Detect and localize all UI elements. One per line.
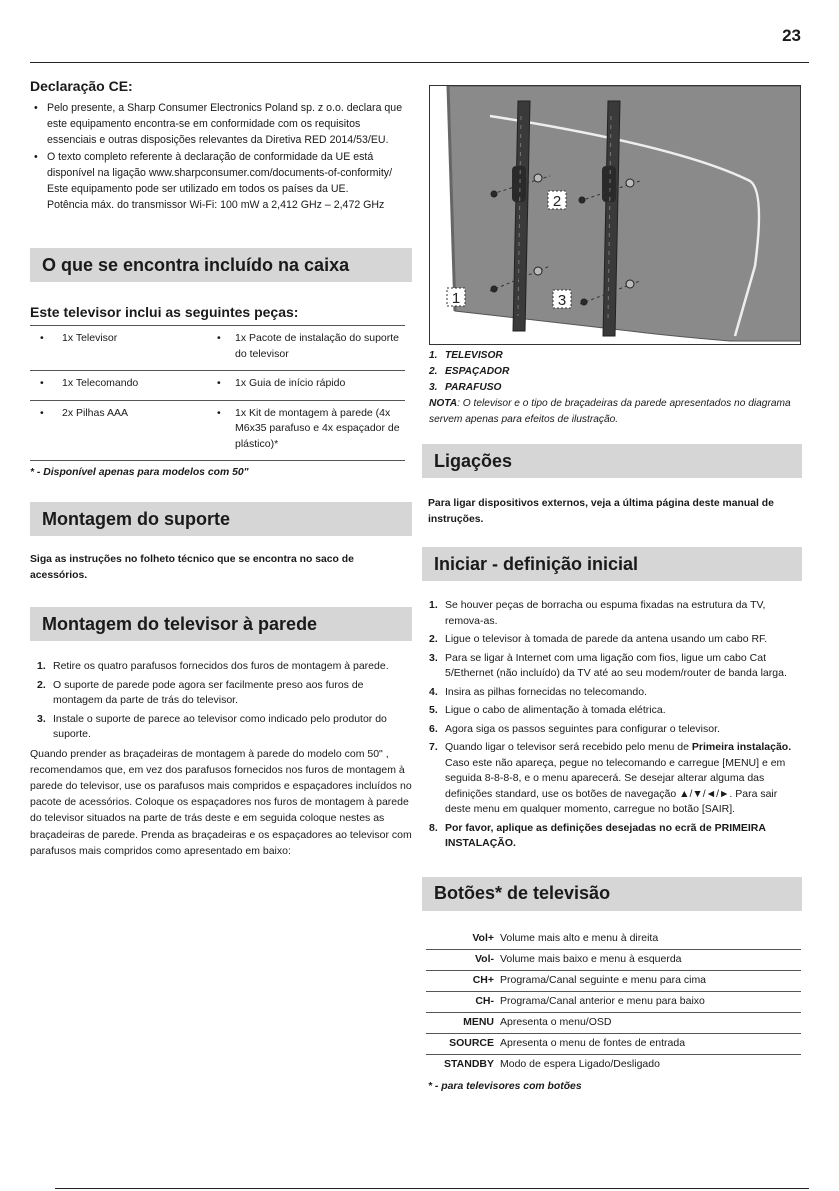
callout-1: 1 xyxy=(451,290,461,307)
bullet: • xyxy=(217,332,221,344)
section-title-buttons: Botões* de televisão xyxy=(422,877,802,911)
bullet: • xyxy=(40,406,44,419)
page-number: 23 xyxy=(782,26,801,45)
legend-item: 3. PARAFUSO xyxy=(429,382,502,393)
table-row xyxy=(30,326,405,371)
right-column xyxy=(422,444,802,1092)
bullet: • xyxy=(217,406,221,419)
tv-buttons-table xyxy=(426,929,801,1075)
list-item: 2. O suporte de parede pode agora ser facilmente preso aos furos de montagem da parte de trás do televisor. xyxy=(37,678,364,706)
section-title-box: O que se encontra incluído na caixa xyxy=(30,248,412,282)
section-title-stand: Montagem do suporte xyxy=(30,502,412,536)
box-item: 1x Kit de montagem à parede (4x M6x35 parafuso e 4x espaçador de plástico)* xyxy=(235,406,400,450)
ce-bullets xyxy=(30,100,412,213)
ce-bullet-1: • Pelo presente, a Sharp Consumer Electronics Poland sp. z o.o. declara que este equipamento encontra-se em conformidade com os requisitos essenciais e outras disposições relevantes da Diretiva RED 2014/53/EU. xyxy=(30,100,412,148)
ce-declaration xyxy=(30,78,412,213)
wall-paragraph: Quando prender as braçadeiras de montagem à parede do modelo com 50" , recomendamos que, em vez dos parafusos fornecidos nos furos de montagem à parede do televisor, use os parafusos mais compridos e espaçadores incluídos no pacote de acessórios. Coloque os espaçadores nos furos de montagem à parede do televisor situados na parte de trás deste e em seguida coloque nestes as braçadeiras de parede. Prenda as braçadeiras e os espaçadores ao televisor com parafusos mais compridos como apresentado em baixo: xyxy=(30,747,412,857)
list-item: 3. Para se ligar à Internet com uma ligação com fios, ligue um cabo Cat 5/Ethernet (não incluído) da TV até ao seu modem/router de banda larga. xyxy=(429,651,787,679)
ce-bullet-2-text: O texto completo referente à declaração de conformidade da UE está disponível na ligação www.sharpconsumer.com/documents-of-conformity/ xyxy=(47,151,393,179)
list-item: 5. Ligue o cabo de alimentação à tomada elétrica. xyxy=(429,704,666,716)
ce-extra-line-1: Este equipamento pode ser utilizado em todos os países da UE. xyxy=(47,183,349,195)
left-column xyxy=(30,78,412,859)
stand-text: Siga as instruções no folheto técnico que se encontra no saco de acessórios. xyxy=(30,554,354,581)
wall-steps xyxy=(30,659,412,743)
ce-bullet-2 xyxy=(30,149,412,213)
section-title-setup: Iniciar - definição inicial xyxy=(422,547,802,581)
list-item: 1. Se houver peças de borracha ou espuma fixadas na estrutura da TV, remova-as. xyxy=(429,599,766,627)
table-row: CH+ Programa/Canal seguinte e menu para cima xyxy=(426,970,801,991)
wall-mount-figure xyxy=(429,85,801,345)
section-title-wall: Montagem do televisor à parede xyxy=(30,607,412,641)
list-item: 7. Quando ligar o televisor será recebido pelo menu de Primeira instalação. Caso este não apareça, pegue no telecomando e carregue [MENU] e em seguida 8-8-8-8, e o menu aparecerá. Se desejar alterar alguma das definições standard, use os botões de navegação ▲/▼/◄/►. Para sair deste menu em qualquer momento, carregue no botão [SAIR]. xyxy=(429,741,792,815)
table-row: SOURCE Apresenta o menu de fontes de entrada xyxy=(426,1033,801,1054)
header-rule xyxy=(30,62,809,63)
buttons-note: * - para televisores com botões xyxy=(428,1080,582,1092)
box-item: 1x Pacote de instalação do suporte do televisor xyxy=(235,332,400,360)
section-title-connections: Ligações xyxy=(422,444,802,478)
callout-3: 3 xyxy=(557,292,567,309)
box-item: 2x Pilhas AAA xyxy=(62,406,128,419)
setup-steps xyxy=(422,598,802,852)
list-item: 2. Ligue o televisor à tomada de parede da antena usando um cabo RF. xyxy=(429,633,768,645)
bullet: • xyxy=(217,377,221,389)
ce-heading: Declaração CE: xyxy=(30,78,133,94)
wall-mount-illustration xyxy=(430,86,801,345)
box-item: 1x Televisor xyxy=(62,332,118,344)
legend-item: 1. TELEVISOR xyxy=(429,350,503,361)
table-row: Vol- Volume mais baixo e menu à esquerda xyxy=(426,949,801,970)
list-item: 3. Instale o suporte de parece ao televisor como indicado pelo produtor do suporte. xyxy=(37,712,387,740)
table-row: CH- Programa/Canal anterior e menu para baixo xyxy=(426,991,801,1012)
table-row: Vol+ Volume mais alto e menu à direita xyxy=(426,929,801,950)
box-note: * - Disponível apenas para modelos com 50" xyxy=(30,467,249,478)
box-item: 1x Guia de início rápido xyxy=(235,377,346,389)
box-items-table xyxy=(30,325,405,461)
box-subheading: Este televisor inclui as seguintes peças: xyxy=(30,304,299,320)
box-item: 1x Telecomando xyxy=(62,377,139,389)
bullet: • xyxy=(40,377,44,389)
figure-note: NOTA: O televisor e o tipo de braçadeiras da parede apresentados no diagrama servem apenas para efeitos de ilustração. xyxy=(429,398,791,425)
list-item: 8. Por favor, aplique as definições desejadas no ecrã de PRIMEIRA INSTALAÇÃO. xyxy=(429,821,766,849)
figure-legend xyxy=(429,348,801,428)
callout-2: 2 xyxy=(552,193,562,210)
connections-text: Para ligar dispositivos externos, veja a última página deste manual de instruções. xyxy=(428,498,774,525)
table-row: STANDBY Modo de espera Ligado/Desligado xyxy=(444,1057,660,1070)
legend-item: 2. ESPAÇADOR xyxy=(429,366,510,377)
list-item: 1. Retire os quatro parafusos fornecidos dos furos de montagem à parede. xyxy=(37,660,389,672)
table-row xyxy=(30,371,405,401)
list-item: 6. Agora siga os passos seguintes para configurar o televisor. xyxy=(429,722,720,735)
bullet: • xyxy=(40,332,44,344)
ce-extra-line-2: Potência máx. do transmissor Wi-Fi: 100 mW a 2,412 GHz – 2,472 GHz xyxy=(47,199,385,211)
table-row: MENU Apresenta o menu/OSD xyxy=(426,1012,801,1033)
table-row xyxy=(30,400,405,461)
footer-rule xyxy=(55,1188,809,1189)
list-item: 4. Insira as pilhas fornecidas no telecomando. xyxy=(429,685,647,698)
